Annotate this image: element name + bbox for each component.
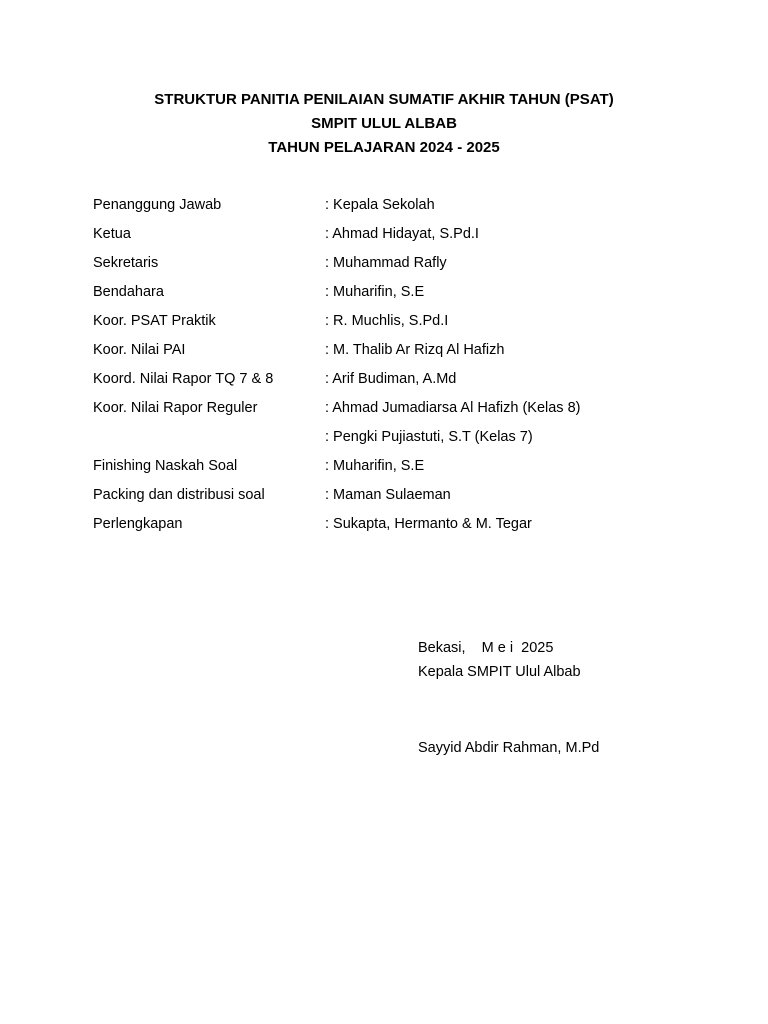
roster-row — [93, 309, 693, 338]
title-line-1: STRUKTUR PANITIA PENILAIAN SUMATIF AKHIR TAHUN (PSAT) — [154, 91, 614, 108]
member-names: : Arif Budiman, A.Md — [325, 371, 457, 387]
role-label: Koord. Nilai Rapor TQ 7 & 8 — [93, 371, 274, 387]
signature-place-date: Bekasi, M e i 2025 — [418, 640, 554, 656]
member-names: : Muhammad Rafly — [325, 255, 447, 271]
role-label: Packing dan distribusi soal — [93, 487, 265, 503]
title-line-2: SMPIT ULUL ALBAB — [311, 115, 457, 132]
roster-row — [93, 193, 693, 222]
roster-row — [93, 396, 693, 425]
member-names: : M. Thalib Ar Rizq Al Hafizh — [325, 342, 505, 358]
member-names: : Pengki Pujiastuti, S.T (Kelas 7) — [325, 429, 533, 445]
role-label: Bendahara — [93, 284, 164, 300]
member-names: : Muharifin, S.E — [325, 458, 425, 474]
roster-row — [93, 512, 693, 541]
member-names: : Maman Sulaeman — [325, 487, 451, 503]
role-label: Koor. Nilai Rapor Reguler — [93, 400, 258, 416]
signatory-name: Sayyid Abdir Rahman, M.Pd — [418, 740, 600, 756]
roster-row — [93, 483, 693, 512]
roster-row — [93, 425, 693, 454]
committee-roster — [93, 193, 693, 541]
title-line-3: TAHUN PELAJARAN 2024 - 2025 — [268, 139, 500, 156]
roster-row — [93, 251, 693, 280]
document-title — [0, 88, 768, 160]
role-label: Penanggung Jawab — [93, 197, 222, 213]
role-label: Finishing Naskah Soal — [93, 458, 238, 474]
role-label: Koor. Nilai PAI — [93, 342, 186, 358]
roster-row — [93, 222, 693, 251]
signature-position: Kepala SMPIT Ulul Albab — [418, 664, 581, 680]
roster-row — [93, 280, 693, 309]
roster-row — [93, 338, 693, 367]
signature-block — [418, 636, 599, 760]
signature-space — [418, 684, 599, 736]
role-label: Perlengkapan — [93, 516, 183, 532]
member-names: : Kepala Sekolah — [325, 197, 435, 213]
role-label: Ketua — [93, 226, 131, 242]
member-names: : Ahmad Jumadiarsa Al Hafizh (Kelas 8) — [325, 400, 581, 416]
roster-row — [93, 454, 693, 483]
role-label: Koor. PSAT Praktik — [93, 313, 216, 329]
member-names: : Ahmad Hidayat, S.Pd.I — [325, 226, 479, 242]
member-names: : Sukapta, Hermanto & M. Tegar — [325, 516, 532, 532]
member-names: : Muharifin, S.E — [325, 284, 425, 300]
roster-row — [93, 367, 693, 396]
member-names: : R. Muchlis, S.Pd.I — [325, 313, 449, 329]
role-label: Sekretaris — [93, 255, 159, 271]
